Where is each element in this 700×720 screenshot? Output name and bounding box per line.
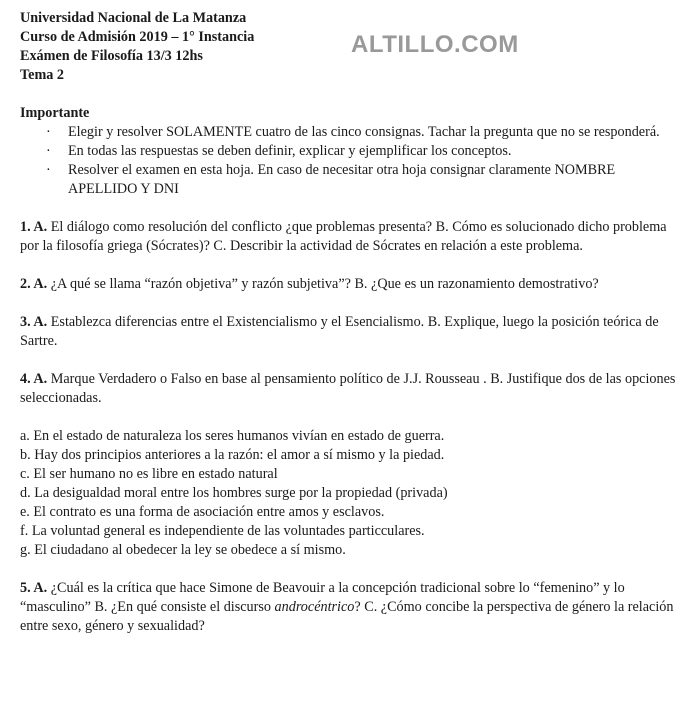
question-text: Establezca diferencias entre el Existencialismo y el Esencialismo. B. Explique, luego la posición teórica de Sartre. [20,314,659,349]
exam-page [20,9,680,636]
option-f: f. La voluntad general es independiente de las voluntades particculares. [20,523,425,539]
rule-item: · Elegir y resolver SOLAMENTE cuatro de las cinco consignas. Tachar la pregunta que no se responderá. [20,123,680,142]
rule-item: · En todas las respuestas se deben definir, explicar y ejemplificar los conceptos. [20,142,680,161]
question-number: 2. A. [20,276,48,292]
rules-list [20,123,680,199]
question-text: Marque Verdadero o Falso en base al pensamiento político de J.J. Rousseau . B. Justifique dos de las opciones seleccionadas. [20,371,676,406]
question-number: 1. A. [20,219,48,235]
question-text-before: ¿Cuál es la crítica que hace Simone de Beavouir a la concepción tradicional sobre lo “femenino” y lo “masculino” B. ¿En qué consiste el discurso [20,580,625,615]
rule-item: · Resolver el examen en esta hoja. En caso de necesitar otra hoja consignar claramente NOMBRE APELLIDO Y DNI [20,161,680,199]
question-3 [20,313,680,351]
option-c: c. El ser humano no es libre en estado natural [20,466,278,482]
question-number: 5. A. [20,580,48,596]
question-text: El diálogo como resolución del conflicto ¿que problemas presenta? B. Cómo es solucionado dicho problema por la filosofía griega (Sócrates)? C. Describir la actividad de Sócrates en relación a este problema. [20,219,667,254]
question-number: 4. A. [20,371,48,387]
question-2 [20,275,680,294]
question-text: ¿A qué se llama “razón objetiva” y razón subjetiva”? B. ¿Que es un razonamiento demostrativo? [47,276,599,292]
question-number: 3. A. [20,314,48,330]
header-course: Curso de Admisión 2019 – 1° Instancia [20,29,255,45]
option-d: d. La desigualdad moral entre los hombres surge por la propiedad (privada) [20,485,448,501]
option-e: e. El contrato es una forma de asociación entre amos y esclavos. [20,504,385,520]
header-university: Universidad Nacional de La Matanza [20,10,247,26]
importante-title: Importante [20,105,90,121]
option-b: b. Hay dos principios anteriores a la razón: el amor a sí mismo y la piedad. [20,447,445,463]
watermark: ALTILLO.COM [351,31,519,58]
question-4 [20,370,680,408]
header-tema: Tema 2 [20,67,65,83]
question-text-emphasis: androcéntrico [274,599,355,615]
header-exam: Exámen de Filosofía 13/3 12hs [20,48,203,64]
option-g: g. El ciudadano al obedecer la ley se obedece a sí mismo. [20,542,346,558]
question-text-after: ? C. ¿Cómo concibe la perspectiva de género la relación entre sexo, género y sexualidad? [20,599,674,634]
question-1 [20,218,680,256]
question-5 [20,579,680,636]
option-a: a. En el estado de naturaleza los seres humanos vivían en estado de guerra. [20,428,445,444]
true-false-options [20,427,680,560]
